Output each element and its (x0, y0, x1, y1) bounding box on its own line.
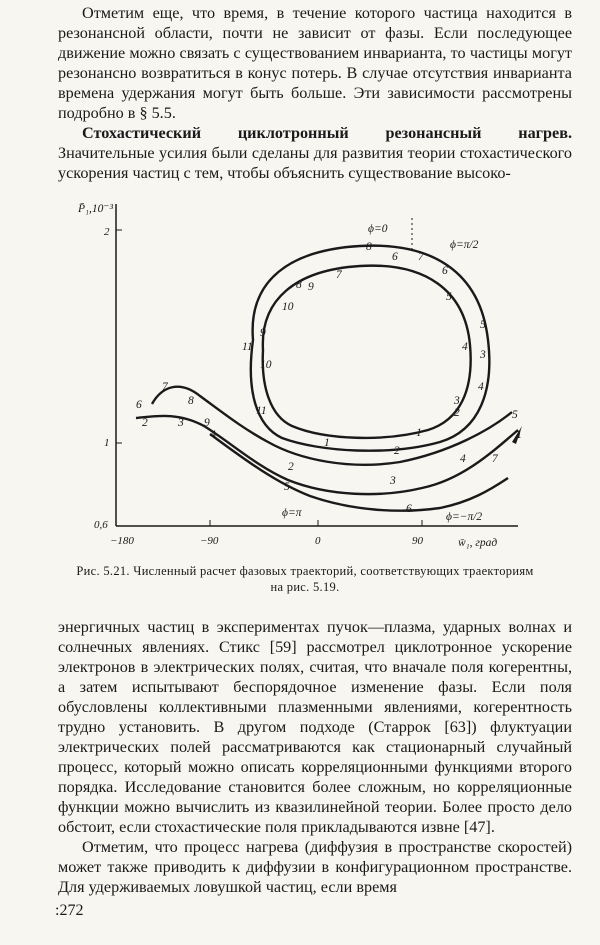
paragraph-1: Отметим еще, что время, в течение которого частица находится в резонансной области, почти не зависит от фазы. Если последующее движение можно связать с существованием инварианта, то частицы могут резонансно возвратиться в конус потерь. В случае отсутствия инварианта времена удержания могут быть больше. Эти зависимости рассмотрены подробно в § 5.5. (58, 4, 572, 122)
x-axis-label: w̄₁, град (458, 537, 498, 549)
x-tick-90: 90 (412, 535, 423, 547)
point-label: 7 (492, 453, 498, 465)
point-label: 7 (162, 381, 168, 393)
point-label: 7 (418, 251, 424, 263)
point-label: 4 (460, 453, 466, 465)
figure-caption: Рис. 5.21. Численный расчет фазовых траекторий, соответствующих траекториям на рис. 5.19. (76, 564, 534, 594)
page-number: :272 (55, 902, 84, 919)
point-label: 6 (442, 265, 448, 277)
point-label: 4 (462, 341, 468, 353)
y-tick-1: 1 (104, 437, 110, 449)
point-label: 3 (454, 395, 460, 407)
section-heading: Стохастический циклотронный резонансный нагрев. (82, 124, 572, 142)
point-label: 5 (446, 291, 452, 303)
point-label: 5 (480, 319, 486, 331)
point-label: 11 (242, 341, 253, 353)
point-label: 3 (480, 349, 486, 361)
point-label: 6 (136, 399, 142, 411)
point-label: 8 (296, 279, 302, 291)
point-label: 4 (478, 381, 484, 393)
point-label: 9 (260, 327, 266, 339)
trajectory-closed-outer (251, 246, 490, 451)
point-label: 6 (392, 251, 398, 263)
point-label: 10 (260, 359, 272, 371)
point-label: 9 (204, 417, 210, 429)
point-label: 1 (324, 437, 330, 449)
y-tick-06: 0,6 (94, 519, 108, 531)
point-label: 5 (512, 409, 518, 421)
point-label: 2 (454, 407, 460, 419)
text-top (58, 3, 572, 183)
point-label: 11 (256, 405, 267, 417)
phase-trajectory-chart (60, 190, 530, 550)
point-label: 8 (366, 241, 372, 253)
point-label: 2 (288, 461, 294, 473)
trajectory-closed-inner (263, 266, 471, 438)
point-label: 2 (394, 445, 400, 457)
paragraph-2-continued: энергичных частиц в экспериментах пучок—плазма, ударных волнах и солнечных явлениях. Стикс [59] рассмотрел циклотронное ускорение электронов в электрических полях, считая, что вначале поля когерентны, а затем испытывают беспорядочное изменение фазы. Если поля обусловлены коллективными плазменными явлениями, когерентность трудно установить. В другом подходе (Старрок [63]) флуктуации электрических полей рассматриваются как стационарный случайный процесс, который можно описать корреляционными функциями второго порядка. Исследование становится более сложным, но корреляционные функции можно вычислить из квазилинейной теории. Более просто дело обстоит, если стохастические поля прикладываются извне [47]. (58, 618, 572, 836)
point-label: 3 (390, 475, 396, 487)
phase-label-0: ϕ=0 (368, 223, 388, 235)
point-label: 7 (336, 269, 342, 281)
point-label: 8 (188, 395, 194, 407)
text-bottom (58, 617, 572, 897)
phase-label-pi: ϕ=π (282, 507, 302, 519)
x-tick-neg180: −180 (110, 535, 134, 547)
point-label: 3 (178, 417, 184, 429)
paragraph-3: Отметим, что процесс нагрева (диффузия в пространстве скоростей) может также приводить к диффузии в конфигурационном пространстве. Для удерживаемых ловушкой частиц, если время (58, 838, 572, 896)
x-tick-0: 0 (315, 535, 321, 547)
paragraph-2 (58, 123, 572, 183)
arrow-label: 1 (516, 429, 522, 441)
y-tick-2: 2 (104, 226, 110, 238)
point-label: 5 (284, 481, 290, 493)
paragraph-2-text: Значительные усилия были сделаны для развития теории стохастического ускорения частиц с тем, чтобы объяснить существование высоко- (58, 144, 572, 182)
point-label: 1 (416, 427, 422, 439)
point-label: 10 (282, 301, 294, 313)
figure (60, 190, 530, 555)
phase-label-pi2: ϕ=π/2 (450, 239, 479, 251)
point-label: 4 (210, 429, 216, 441)
y-axis-label: P̄₁,10⁻³ (78, 203, 113, 215)
point-label: 6 (406, 503, 412, 515)
point-label: 9 (308, 281, 314, 293)
phase-label-neg-pi2: ϕ=−π/2 (446, 511, 483, 523)
point-label: 2 (142, 417, 148, 429)
x-tick-neg90: −90 (200, 535, 219, 547)
